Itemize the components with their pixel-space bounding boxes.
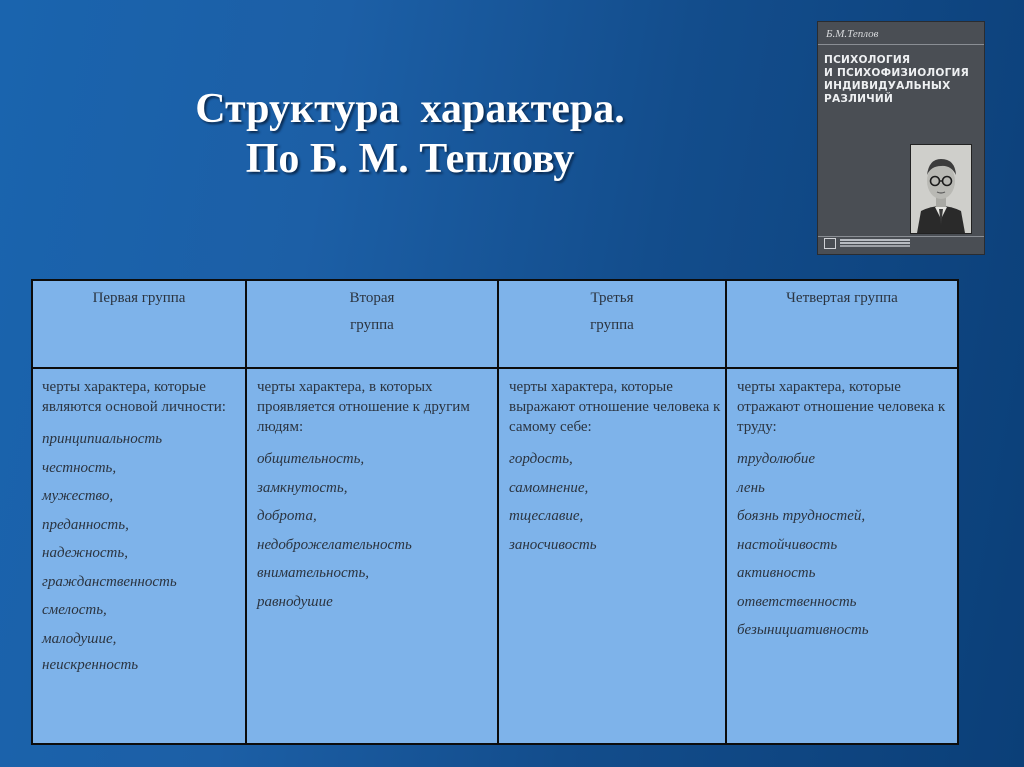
column-divider — [245, 281, 247, 743]
header-text: Четвертая группа — [786, 290, 898, 306]
trait-item: самомнение, — [509, 479, 589, 496]
book-title-line: ИНДИВИДУАЛЬНЫХ — [824, 80, 951, 92]
trait-item: гордость, — [509, 451, 573, 467]
trait-item: трудолюбие — [737, 451, 816, 467]
book-title-line: И ПСИХОФИЗИОЛОГИЯ — [824, 67, 969, 79]
title-line-1: Структура характера. — [195, 86, 625, 132]
trait-item: неискренность — [42, 657, 139, 673]
publisher-mark — [824, 238, 980, 248]
trait-item: лень — [737, 479, 765, 496]
column-divider — [725, 281, 727, 743]
publisher-text-lines — [840, 239, 910, 241]
trait-item: мужество, — [42, 488, 114, 504]
trait-item: смелость, — [42, 602, 107, 618]
trait-item: безынициативность — [737, 622, 869, 638]
header-cell-3 — [499, 285, 725, 339]
trait-item: надежность, — [42, 545, 128, 561]
trait-item: общительность, — [257, 451, 365, 467]
body-cell-1 — [42, 377, 238, 678]
trait-item: честность, — [42, 459, 117, 476]
header-cell-2 — [247, 285, 497, 339]
header-text: Вторая — [349, 290, 395, 306]
header-text: Первая группа — [92, 290, 186, 306]
author-portrait — [910, 144, 972, 234]
trait-item: гражданственность — [42, 573, 177, 590]
trait-list — [737, 445, 951, 645]
book-title-line: ПСИХОЛОГИЯ — [824, 54, 911, 66]
cell-description: черты характера, которые выражают отношение человека к самому себе: — [509, 379, 721, 435]
header-text: Третья — [590, 290, 634, 306]
header-text: группа — [350, 317, 394, 333]
trait-item: активность — [737, 565, 816, 581]
slide-title — [150, 84, 670, 184]
trait-item: заносчивость — [509, 536, 597, 553]
book-title — [824, 54, 980, 106]
trait-item: равнодушие — [257, 593, 333, 610]
body-cell-4 — [737, 377, 951, 645]
header-text: группа — [590, 317, 634, 333]
trait-item: ответственность — [737, 593, 857, 610]
book-divider — [818, 44, 984, 45]
row-divider — [33, 367, 957, 369]
book-author: Б.М.Теплов — [826, 28, 879, 40]
trait-list — [509, 445, 721, 559]
trait-item: тщеславие, — [509, 508, 584, 524]
character-structure-table — [31, 279, 959, 745]
trait-list — [42, 425, 238, 678]
trait-item: замкнутость, — [257, 479, 348, 496]
cell-description: черты характера, которые отражают отношение человека к труду: — [737, 379, 946, 435]
body-cell-3 — [509, 377, 721, 559]
body-cell-2 — [257, 377, 493, 616]
portrait-drawing — [911, 145, 971, 233]
trait-list — [257, 445, 493, 616]
trait-item: малодушие, — [42, 630, 117, 647]
header-cell-1 — [33, 285, 245, 312]
trait-item: преданность, — [42, 516, 129, 533]
trait-item: недоброжелательность — [257, 536, 412, 553]
book-divider — [818, 236, 984, 237]
book-cover-image — [818, 22, 984, 254]
trait-item: доброта, — [257, 508, 317, 524]
trait-item: принципиальность — [42, 431, 163, 447]
title-line-2: По Б. М. Теплову — [245, 136, 575, 182]
trait-item: боязнь трудностей, — [737, 508, 866, 524]
trait-item: внимательность, — [257, 565, 370, 581]
cell-description: черты характера, которые являются основой личности: — [42, 379, 226, 415]
book-title-line: РАЗЛИЧИЙ — [824, 93, 894, 105]
publisher-logo-icon — [824, 238, 836, 249]
trait-item: настойчивость — [737, 536, 838, 553]
header-cell-4 — [727, 285, 957, 312]
cell-description: черты характера, в которых проявляется отношение к другим людям: — [257, 379, 470, 435]
column-divider — [497, 281, 499, 743]
